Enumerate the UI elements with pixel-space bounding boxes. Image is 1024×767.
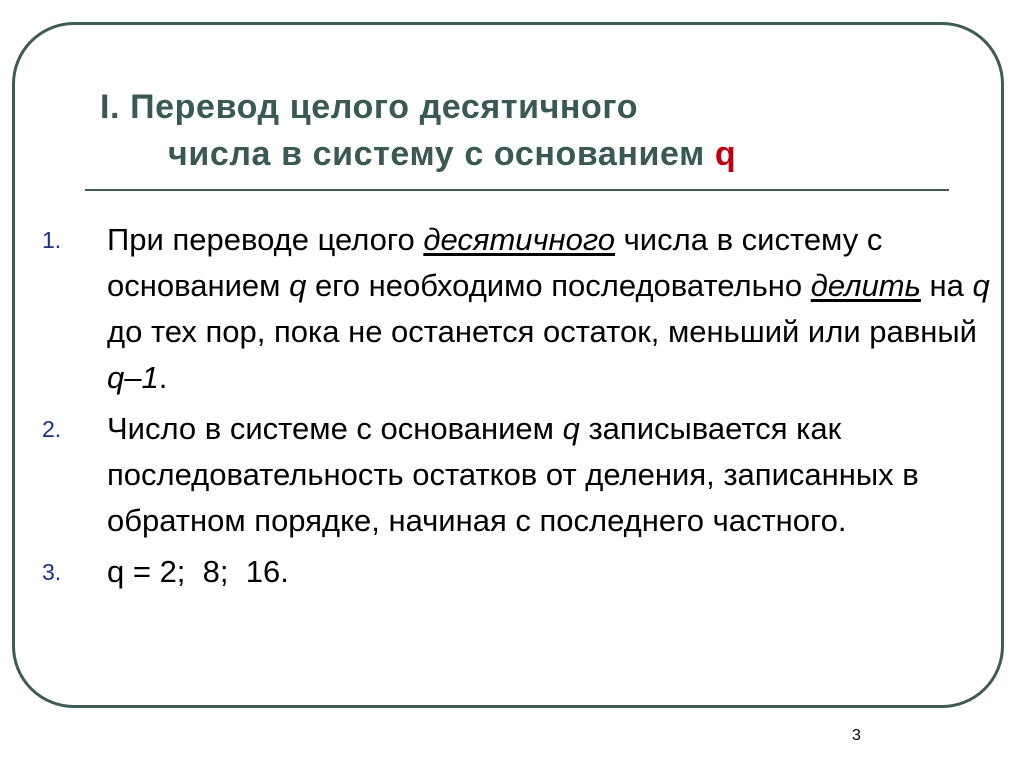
list-item-2 <box>40 406 990 544</box>
item-1-symbol-q: q <box>289 268 307 303</box>
item-2-text-3: записывается как последовательность остатков от деления, записанных в обратном порядке, начиная с последнего частного. <box>107 411 919 538</box>
list-item-1 <box>40 217 990 401</box>
item-1-formula: q–1 <box>107 360 159 395</box>
item-1-text-9: до тех пор, пока не останется остаток, меньший или равный <box>107 314 977 349</box>
list-item-3 <box>40 549 990 595</box>
title-line-2 <box>100 131 736 178</box>
title-line-1: I. Перевод целого десятичного <box>100 88 639 126</box>
item-1-text-3: числа в систему с основанием <box>107 222 883 303</box>
page-number: 3 <box>852 727 861 744</box>
item-1-text-11: . <box>158 360 168 395</box>
item-2-text-1: Число в системе с основанием <box>107 411 563 446</box>
title-symbol-q: q <box>714 135 737 173</box>
list-number-1: 1. <box>42 227 62 253</box>
title-underline <box>85 189 949 191</box>
slide-title <box>100 84 736 178</box>
title-line-2-text: числа в систему с основанием <box>168 135 715 173</box>
item-3-text: q = 2; 8; 16. <box>107 554 289 589</box>
item-1-symbol-q-2: q <box>972 268 990 303</box>
item-2-symbol-q: q <box>562 411 580 446</box>
item-1-term-decimal: десятичного <box>423 222 616 257</box>
list-number-2: 2. <box>42 416 62 442</box>
item-1-term-divide: делить <box>810 268 921 303</box>
item-1-text-7: на <box>920 268 973 303</box>
item-1-text-1: При переводе целого <box>107 222 424 257</box>
list-number-3: 3. <box>42 559 62 585</box>
numbered-list <box>40 217 990 600</box>
item-1-text-5: его необходимо последовательно <box>306 268 811 303</box>
